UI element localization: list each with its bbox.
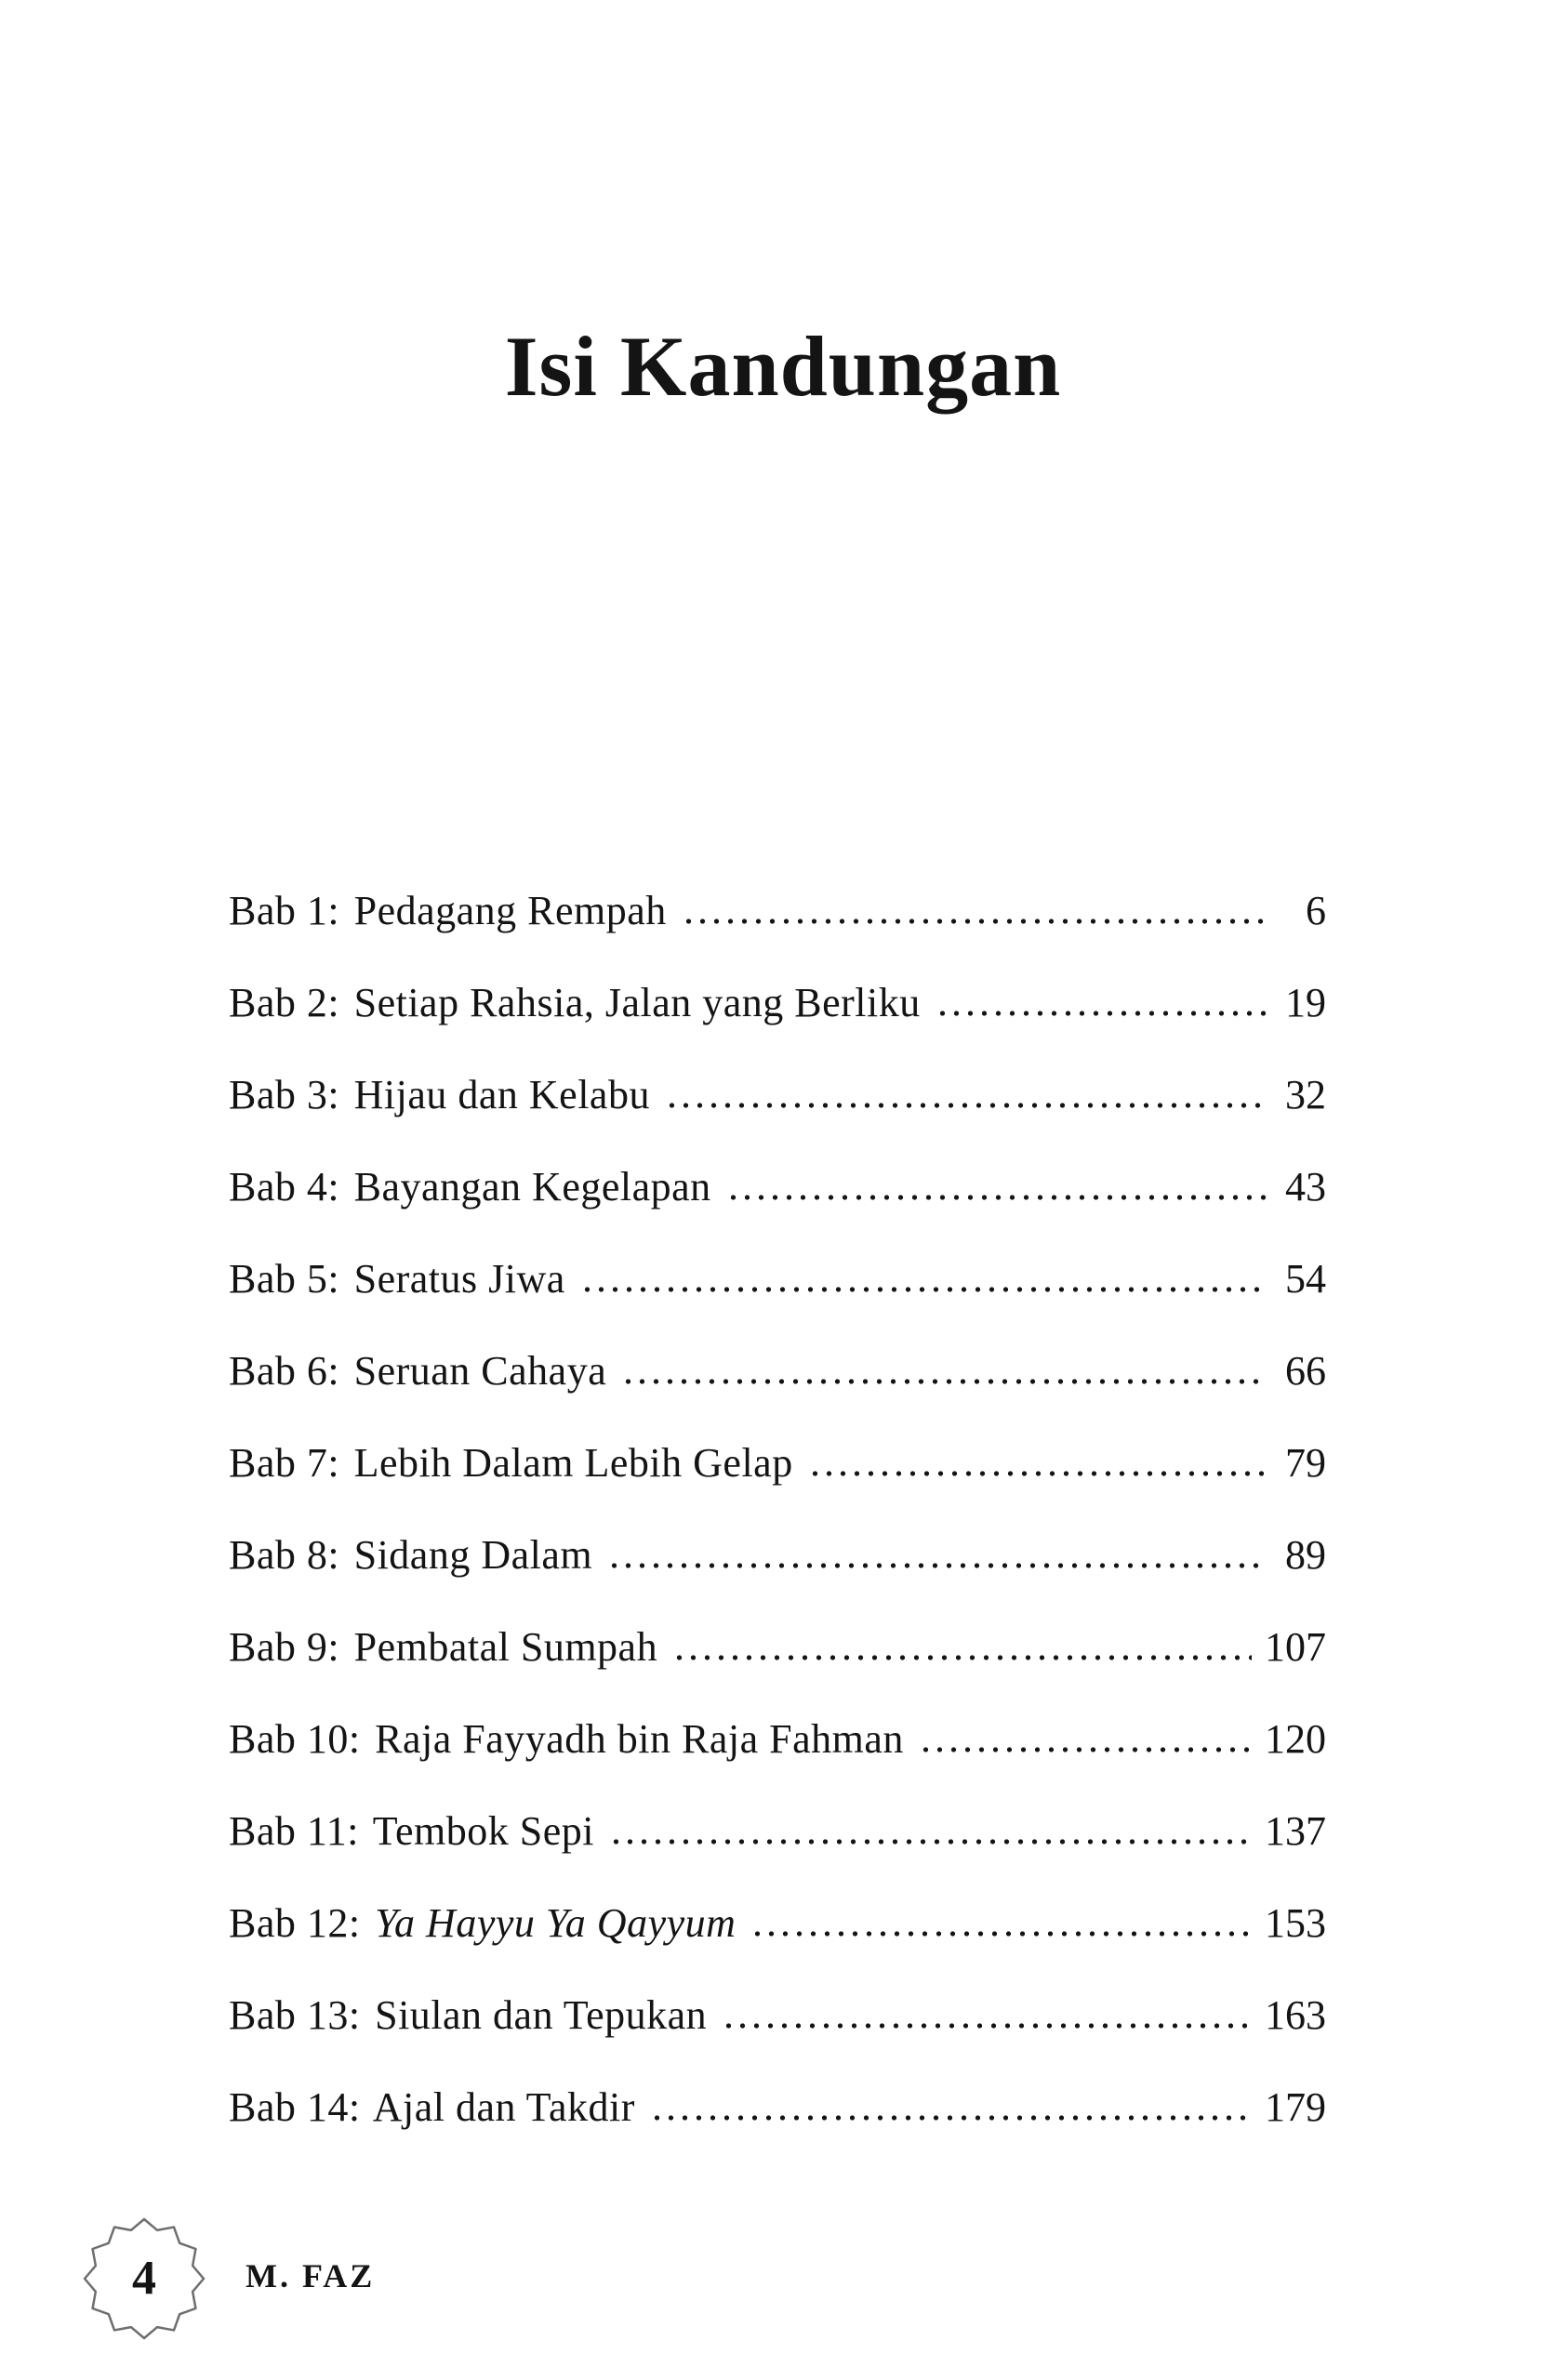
toc-entry	[229, 957, 1326, 1049]
chapter-number: Bab 3:	[229, 1071, 340, 1117]
toc-entry	[229, 1785, 1326, 1877]
dot-leader	[936, 1011, 1267, 1016]
dot-leader	[650, 2115, 1252, 2121]
author-name: M. FAZ	[246, 2257, 376, 2294]
chapter-title: Seruan Cahaya	[353, 1347, 607, 1394]
toc-entry	[229, 1969, 1326, 2061]
toc-entry-label	[229, 2082, 650, 2134]
chapter-title: Pedagang Rempah	[353, 887, 667, 933]
chapter-number: Bab 13:	[229, 1991, 361, 2038]
chapter-number: Bab 12:	[229, 1899, 361, 1946]
toc-entry	[229, 1693, 1326, 1785]
table-of-contents	[229, 865, 1326, 2153]
chapter-title: Setiap Rahsia, Jalan yang Berliku	[353, 979, 921, 1025]
chapter-number: Bab 9:	[229, 1623, 340, 1670]
chapter-title: Pembatal Sumpah	[353, 1623, 658, 1670]
toc-page-number: 54	[1285, 1255, 1326, 1302]
chapter-title: Siulan dan Tepukan	[375, 1991, 708, 2038]
dot-leader	[919, 1747, 1252, 1752]
chapter-title: Hijau dan Kelabu	[353, 1071, 650, 1117]
chapter-number: Bab 1:	[229, 887, 340, 933]
dot-leader	[726, 1195, 1267, 1200]
dot-leader	[665, 1103, 1267, 1108]
dot-leader	[808, 1471, 1267, 1476]
dot-leader	[609, 1839, 1252, 1844]
toc-entry-label	[229, 1437, 808, 1489]
toc-page-number: 79	[1285, 1439, 1326, 1486]
chapter-number: Bab 5:	[229, 1255, 340, 1302]
toc-entry	[229, 1417, 1326, 1509]
toc-entry	[229, 1233, 1326, 1325]
dot-leader	[580, 1287, 1267, 1292]
toc-entry-label	[229, 977, 936, 1029]
toc-entry-label	[229, 1713, 919, 1765]
toc-entry-label	[229, 1805, 609, 1858]
toc-entry	[229, 1141, 1326, 1233]
toc-page-number: 19	[1285, 979, 1326, 1025]
page-footer	[0, 2203, 1566, 2334]
toc-entry	[229, 1325, 1326, 1417]
dot-leader	[682, 919, 1267, 924]
chapter-title: Ya Hayyu Ya Qayyum	[375, 1899, 737, 1946]
toc-entry	[229, 1509, 1326, 1601]
chapter-title: Bayangan Kegelapan	[353, 1163, 711, 1210]
toc-entry	[229, 2061, 1326, 2153]
toc-entry	[229, 1049, 1326, 1141]
toc-page-number: 6	[1306, 887, 1326, 933]
chapter-title: Tembok Sepi	[372, 1807, 594, 1854]
toc-page-number: 120	[1265, 1715, 1326, 1762]
toc-entry-label	[229, 1529, 607, 1581]
dot-leader	[607, 1563, 1267, 1568]
toc-entry-label	[229, 885, 682, 937]
toc-page-number: 66	[1285, 1347, 1326, 1394]
toc-page-number: 32	[1285, 1071, 1326, 1117]
chapter-number: Bab 11:	[229, 1807, 359, 1854]
toc-entry-label	[229, 1161, 726, 1213]
chapter-number: Bab 7:	[229, 1439, 340, 1486]
toc-page-number: 137	[1265, 1807, 1326, 1854]
dot-leader	[672, 1655, 1252, 1660]
chapter-title: Sidang Dalam	[353, 1531, 593, 1578]
chapter-number: Bab 6:	[229, 1347, 340, 1394]
toc-entry-label	[229, 1345, 621, 1397]
page-title: Isi Kandungan	[504, 318, 1062, 414]
chapter-number: Bab 14:	[229, 2083, 361, 2130]
page-number: 4	[132, 2252, 156, 2305]
dot-leader	[621, 1379, 1267, 1384]
chapter-title: Ajal dan Takdir	[372, 2083, 635, 2130]
dot-leader	[750, 1931, 1252, 1937]
toc-entry	[229, 1601, 1326, 1693]
toc-page-number: 43	[1285, 1163, 1326, 1210]
chapter-title: Seratus Jiwa	[353, 1255, 565, 1302]
chapter-number: Bab 2:	[229, 979, 340, 1025]
toc-entry-label	[229, 1990, 722, 2042]
toc-entry	[229, 865, 1326, 957]
chapter-number: Bab 8:	[229, 1531, 340, 1578]
toc-page-number: 153	[1265, 1899, 1326, 1946]
toc-entry-label	[229, 1253, 580, 1305]
chapter-number: Bab 10:	[229, 1715, 361, 1762]
toc-entry-label	[229, 1621, 672, 1673]
toc-page-number: 179	[1265, 2083, 1326, 2130]
toc-entry	[229, 1877, 1326, 1969]
page-number-badge	[82, 2216, 206, 2341]
chapter-number: Bab 4:	[229, 1163, 340, 1210]
toc-entry-label	[229, 1897, 750, 1950]
toc-page-number: 163	[1265, 1991, 1326, 2038]
dot-leader	[722, 2023, 1252, 2029]
toc-entry-label	[229, 1069, 665, 1121]
toc-page-number: 107	[1265, 1623, 1326, 1670]
toc-page-number: 89	[1285, 1531, 1326, 1578]
chapter-title: Lebih Dalam Lebih Gelap	[353, 1439, 793, 1486]
chapter-title: Raja Fayyadh bin Raja Fahman	[375, 1715, 904, 1762]
